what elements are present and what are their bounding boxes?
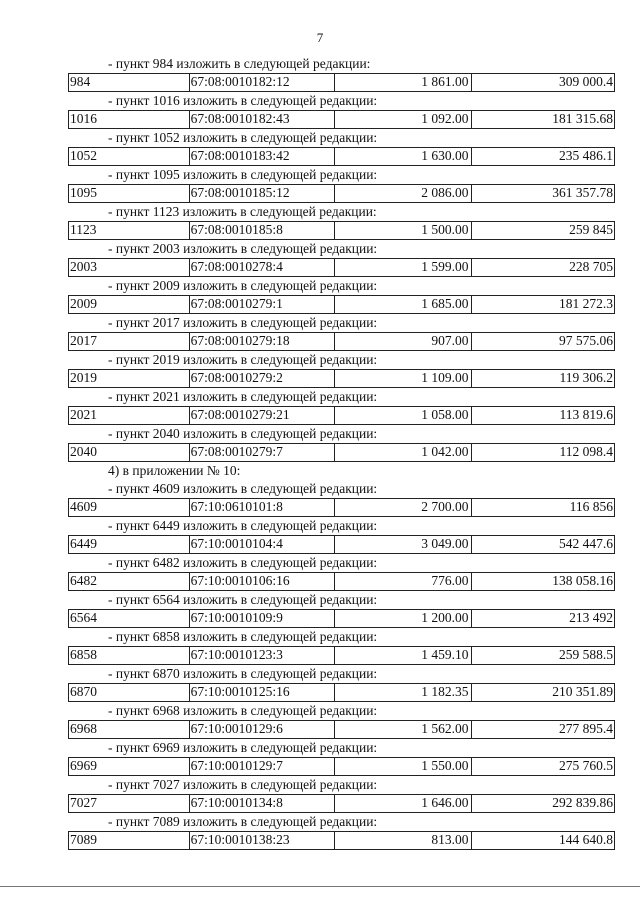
item-number-cell: 6449 [69,536,190,553]
cadastral-number-cell: 67:08:0010279:21 [190,407,335,424]
amendment-caption: - пункт 6968 изложить в следующей редакции: [108,703,378,718]
table-row [68,147,615,166]
amendment-caption: - пункт 2017 изложить в следующей редакции: [108,315,378,330]
cadastral-value-cell: 228 705 [569,259,613,274]
amendment-caption: - пункт 7027 изложить в следующей редакции: [108,777,378,792]
amendment-caption: - пункт 2003 изложить в следующей редакции: [108,241,378,256]
amendment-block [68,55,615,92]
item-number-cell: 6969 [69,758,190,775]
cadastral-value-cell: 181 315.68 [552,111,613,126]
cadastral-number-cell: 67:10:0010129:7 [190,758,335,775]
area-cell: 1 599.00 [335,259,472,276]
area-cell: 907.00 [335,333,472,350]
table-row [68,73,615,92]
amendment-caption: - пункт 1095 изложить в следующей редакции: [108,167,378,182]
area-cell: 2 086.00 [335,185,472,202]
cadastral-number-cell: 67:10:0010104:4 [190,536,335,553]
amendment-block [68,739,615,776]
cadastral-value-cell: 292 839.86 [552,795,613,810]
cadastral-value-cell: 277 895.4 [559,721,613,736]
amendment-block [68,388,615,425]
page-number: 7 [316,30,324,45]
item-number-cell: 6482 [69,573,190,590]
item-number-cell: 6858 [69,647,190,664]
cadastral-value-cell: 309 000.4 [559,74,613,89]
amendment-block [68,425,615,462]
item-number-cell: 6870 [69,684,190,701]
area-cell: 1 182.35 [335,684,472,701]
amendment-block [68,776,615,813]
cadastral-number-cell: 67:10:0010134:8 [190,795,335,812]
cadastral-number-cell: 67:10:0610101:8 [190,499,335,516]
cadastral-number-cell: 67:10:0010125:16 [190,684,335,701]
cadastral-value-cell: 361 357.78 [552,185,613,200]
cadastral-number-cell: 67:10:0010106:16 [190,573,335,590]
item-number-cell: 7089 [69,832,190,849]
amendment-caption: - пункт 1016 изложить в следующей редакции: [108,93,378,108]
cadastral-value-cell: 112 098.4 [559,444,613,459]
amendment-block [68,314,615,351]
item-number-cell: 1123 [69,222,190,239]
amendment-block [68,480,615,517]
amendment-caption: - пункт 2021 изложить в следующей редакции: [108,389,378,404]
area-cell: 1 092.00 [335,111,472,128]
table-row [68,572,615,591]
item-number-cell: 984 [69,74,190,91]
item-number-cell: 2003 [69,259,190,276]
cadastral-number-cell: 67:08:0010182:12 [190,74,335,91]
table-row [68,794,615,813]
cadastral-number-cell: 67:08:0010182:43 [190,111,335,128]
amendment-caption: - пункт 6870 изложить в следующей редакции: [108,666,378,681]
amendment-caption: - пункт 7089 изложить в следующей редакции: [108,814,378,829]
cadastral-number-cell: 67:08:0010185:8 [190,222,335,239]
item-number-cell: 6564 [69,610,190,627]
item-number-cell: 7027 [69,795,190,812]
cadastral-number-cell: 67:10:0010129:6 [190,721,335,738]
area-cell: 1 500.00 [335,222,472,239]
table-row [68,221,615,240]
item-number-cell: 1016 [69,111,190,128]
amendment-block [68,129,615,166]
annex-heading: 4) в приложении № 10: [108,463,241,478]
item-number-cell: 1095 [69,185,190,202]
amendment-caption: - пункт 2009 изложить в следующей редакции: [108,278,378,293]
cadastral-value-cell: 210 351.89 [552,684,613,699]
table-row [68,646,615,665]
cadastral-value-cell: 235 486.1 [559,148,613,163]
cadastral-number-cell: 67:08:0010185:12 [190,185,335,202]
cadastral-value-cell: 275 760.5 [559,758,613,773]
table-row [68,683,615,702]
cadastral-number-cell: 67:08:0010279:18 [190,333,335,350]
table-row [68,498,615,517]
table-row [68,609,615,628]
table-row [68,720,615,739]
amendment-section-b [68,480,615,850]
table-row [68,258,615,277]
item-number-cell: 1052 [69,148,190,165]
item-number-cell: 2021 [69,407,190,424]
cadastral-value-cell: 119 306.2 [559,370,613,385]
cadastral-value-cell: 213 492 [569,610,613,625]
amendment-block [68,702,615,739]
amendment-block [68,517,615,554]
cadastral-value-cell: 116 856 [569,499,613,514]
table-row [68,110,615,129]
area-cell: 3 049.00 [335,536,472,553]
cadastral-value-cell: 144 640.8 [559,832,613,847]
amendment-caption: - пункт 2019 изложить в следующей редакции: [108,352,378,367]
cadastral-value-cell: 542 447.6 [559,536,613,551]
amendment-block [68,203,615,240]
item-number-cell: 2009 [69,296,190,313]
table-row [68,757,615,776]
area-cell: 1 861.00 [335,74,472,91]
table-row [68,406,615,425]
amendment-caption: - пункт 6858 изложить в следующей редакции: [108,629,378,644]
area-cell: 1 459.10 [335,647,472,664]
cadastral-number-cell: 67:08:0010183:42 [190,148,335,165]
amendment-caption: - пункт 1052 изложить в следующей редакции: [108,130,378,145]
amendment-block [68,92,615,129]
area-cell: 1 550.00 [335,758,472,775]
table-row [68,332,615,351]
amendment-caption: - пункт 1123 изложить в следующей редакции: [108,204,377,219]
document-body [68,55,615,850]
amendment-block [68,166,615,203]
footer-rule [0,886,640,887]
amendment-caption: - пункт 4609 изложить в следующей редакции: [108,481,378,496]
cadastral-value-cell: 181 272.3 [559,296,613,311]
area-cell: 1 646.00 [335,795,472,812]
area-cell: 1 562.00 [335,721,472,738]
cadastral-number-cell: 67:08:0010279:2 [190,370,335,387]
amendment-caption: - пункт 6564 изложить в следующей редакции: [108,592,378,607]
amendment-caption: - пункт 984 изложить в следующей редакции: [108,56,371,71]
amendment-block [68,554,615,591]
table-row [68,535,615,554]
table-row [68,443,615,462]
cadastral-value-cell: 138 058.16 [552,573,613,588]
cadastral-value-cell: 259 845 [569,222,613,237]
area-cell: 1 042.00 [335,444,472,461]
amendment-block [68,591,615,628]
cadastral-value-cell: 97 575.06 [559,333,613,348]
amendment-block [68,665,615,702]
amendment-block [68,240,615,277]
amendment-block [68,813,615,850]
item-number-cell: 2040 [69,444,190,461]
amendment-section-a [68,55,615,462]
table-row [68,295,615,314]
cadastral-value-cell: 113 819.6 [559,407,613,422]
area-cell: 1 200.00 [335,610,472,627]
table-row [68,369,615,388]
area-cell: 1 685.00 [335,296,472,313]
cadastral-number-cell: 67:10:0010109:9 [190,610,335,627]
amendment-caption: - пункт 6969 изложить в следующей редакции: [108,740,378,755]
area-cell: 1 630.00 [335,148,472,165]
cadastral-number-cell: 67:08:0010278:4 [190,259,335,276]
amendment-block [68,628,615,665]
item-number-cell: 4609 [69,499,190,516]
amendment-caption: - пункт 6449 изложить в следующей редакции: [108,518,378,533]
cadastral-number-cell: 67:10:0010123:3 [190,647,335,664]
amendment-caption: - пункт 2040 изложить в следующей редакции: [108,426,378,441]
cadastral-number-cell: 67:08:0010279:1 [190,296,335,313]
area-cell: 776.00 [335,573,472,590]
cadastral-number-cell: 67:08:0010279:7 [190,444,335,461]
amendment-caption: - пункт 6482 изложить в следующей редакции: [108,555,378,570]
cadastral-value-cell: 259 588.5 [559,647,613,662]
amendment-block [68,277,615,314]
item-number-cell: 6968 [69,721,190,738]
area-cell: 813.00 [335,832,472,849]
item-number-cell: 2019 [69,370,190,387]
area-cell: 2 700.00 [335,499,472,516]
cadastral-number-cell: 67:10:0010138:23 [190,832,335,849]
amendment-block [68,351,615,388]
item-number-cell: 2017 [69,333,190,350]
table-row [68,831,615,850]
area-cell: 1 058.00 [335,407,472,424]
area-cell: 1 109.00 [335,370,472,387]
table-row [68,184,615,203]
